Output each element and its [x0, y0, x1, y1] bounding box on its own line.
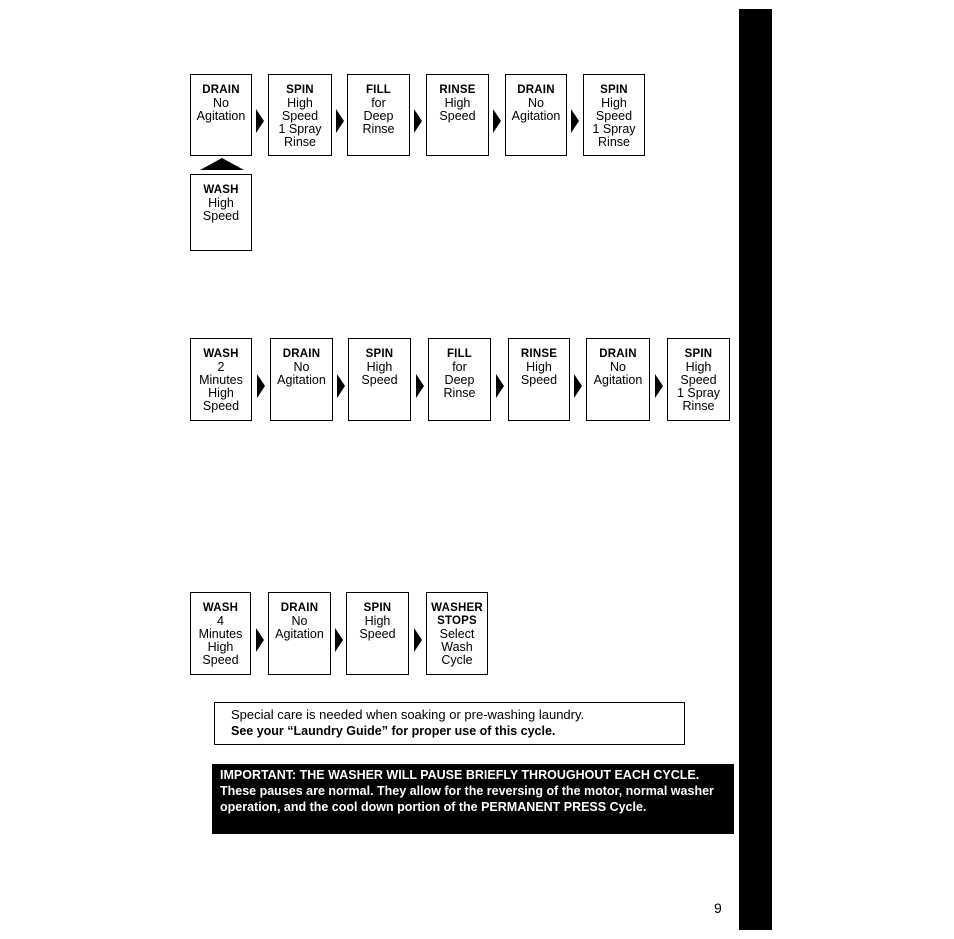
step-detail: No [291, 614, 308, 628]
cycle-step-box [346, 592, 409, 675]
cycle-step-box [348, 338, 411, 421]
step-detail: Speed [202, 653, 239, 667]
flow-arrow-icon [571, 109, 579, 133]
cycle-step-box [268, 592, 331, 675]
step-detail: High [366, 360, 393, 374]
step-detail: No [293, 360, 310, 374]
step-label: SPIN [363, 602, 392, 614]
flow-arrow-icon [336, 109, 344, 133]
step-detail: High [208, 386, 234, 400]
sidebar-title: OPERATING INSTRUCTIONS [648, 49, 665, 247]
step-label: SPIN [684, 348, 713, 360]
step-detail: for [371, 96, 386, 110]
step-detail: 1 Spray [676, 386, 721, 400]
step-detail: for [452, 360, 467, 374]
step-detail: High [601, 96, 627, 110]
step-label: DRAIN [517, 84, 555, 96]
step-label: FILL [446, 348, 473, 360]
cycle-step-box [667, 338, 730, 421]
flow-arrow-icon [416, 374, 424, 398]
step-detail: Minutes [199, 373, 243, 387]
special-care-notice [214, 702, 685, 745]
step-detail: High [444, 96, 471, 110]
flow-arrow-icon [496, 374, 504, 398]
up-arrow-icon [200, 156, 244, 170]
flow-arrow-icon [337, 374, 345, 398]
step-detail: Rinse [284, 135, 316, 149]
step-detail: Agitation [275, 627, 324, 641]
step-detail: 1 Spray [278, 122, 322, 136]
step-label: DRAIN [202, 84, 240, 96]
step-label: WASH [203, 348, 239, 360]
step-detail: No [213, 96, 229, 110]
flow-arrow-icon [256, 628, 264, 652]
step-label: SPIN [286, 84, 314, 96]
cycle-step-box [190, 592, 251, 675]
step-detail: High [364, 614, 391, 628]
step-detail: Speed [680, 373, 717, 387]
flow-arrow-icon [414, 109, 422, 133]
cycle-step-box [426, 592, 488, 675]
important-banner: IMPORTANT: THE WASHER WILL PAUSE BRIEFLY THROUGHOUT EACH CYCLE. These pauses are normal. They allow for the reversing of the motor, normal washer operation, and the cool down portion of the PERMANENT PRESS Cycle. [212, 764, 734, 834]
step-detail: Agitation [593, 373, 643, 387]
step-detail: High [287, 96, 313, 110]
page-number: 9 [714, 900, 722, 916]
step-detail: No [528, 96, 544, 110]
step-detail: Agitation [196, 109, 246, 123]
flow-arrow-icon [256, 109, 264, 133]
step-detail: Agitation [277, 373, 326, 387]
step-label: WASH [203, 184, 239, 196]
cycle-step-box [426, 74, 489, 156]
step-detail: Cycle [441, 653, 473, 667]
cycle-step-box [586, 338, 650, 421]
step-detail: Speed [281, 109, 319, 123]
step-detail: Speed [595, 109, 633, 123]
cycle-step-box [190, 74, 252, 156]
step-detail: 1 Spray [592, 122, 636, 136]
step-detail: High [208, 196, 234, 210]
step-detail: Speed [439, 109, 476, 123]
cycle-step-box [508, 338, 570, 421]
step-label: WASH [202, 602, 239, 614]
step-detail: Speed [202, 399, 240, 413]
cycle-step-box [190, 338, 252, 421]
step-label: SPIN [365, 348, 394, 360]
step-label: DRAIN [282, 348, 321, 360]
step-detail: Speed [520, 373, 558, 387]
flow-arrow-icon [655, 374, 663, 398]
step-detail: Speed [202, 209, 240, 223]
step-detail: Wash [441, 640, 473, 654]
step-detail: High [207, 640, 234, 654]
flow-arrow-icon [574, 374, 582, 398]
flow-arrow-icon [335, 628, 343, 652]
notice-bold-text: See your “Laundry Guide” for proper use of this cycle. [231, 724, 556, 738]
step-detail: Rinse [362, 122, 395, 136]
step-detail: 2 [217, 360, 225, 374]
flow-arrow-icon [493, 109, 501, 133]
step-detail: High [526, 360, 552, 374]
cycle-step-box [428, 338, 491, 421]
flow-arrow-icon [257, 374, 265, 398]
step-detail: Rinse [443, 386, 476, 400]
step-label: DRAIN [280, 602, 319, 614]
notice-text: Special care is needed when soaking or pre-washing laundry. [231, 707, 585, 722]
cycle-step-box [270, 338, 333, 421]
step-detail: Rinse [598, 135, 630, 149]
step-detail: Speed [359, 627, 396, 641]
step-detail: Deep [444, 373, 475, 387]
step-label: FILL [365, 84, 392, 96]
cycle-step-box [268, 74, 332, 156]
step-detail: High [685, 360, 712, 374]
step-detail: Speed [361, 373, 398, 387]
step-detail: No [610, 360, 626, 374]
step-label: DRAIN [599, 348, 637, 360]
cycle-step-box [347, 74, 410, 156]
cycle-step-box [505, 74, 567, 156]
flow-arrow-icon [414, 628, 422, 652]
step-detail: Select [439, 627, 475, 641]
cycle-step-box [190, 174, 252, 251]
cycle-step-box [583, 74, 645, 156]
step-label: RINSE [520, 348, 558, 360]
step-detail: Minutes [198, 627, 243, 641]
step-detail: Agitation [511, 109, 561, 123]
step-label: SPIN [600, 84, 628, 96]
step-label: WASHER STOPS [431, 602, 483, 627]
step-detail: Deep [363, 109, 394, 123]
step-detail: Rinse [682, 399, 715, 413]
step-label: RINSE [439, 84, 476, 96]
step-detail: 4 [217, 614, 224, 628]
